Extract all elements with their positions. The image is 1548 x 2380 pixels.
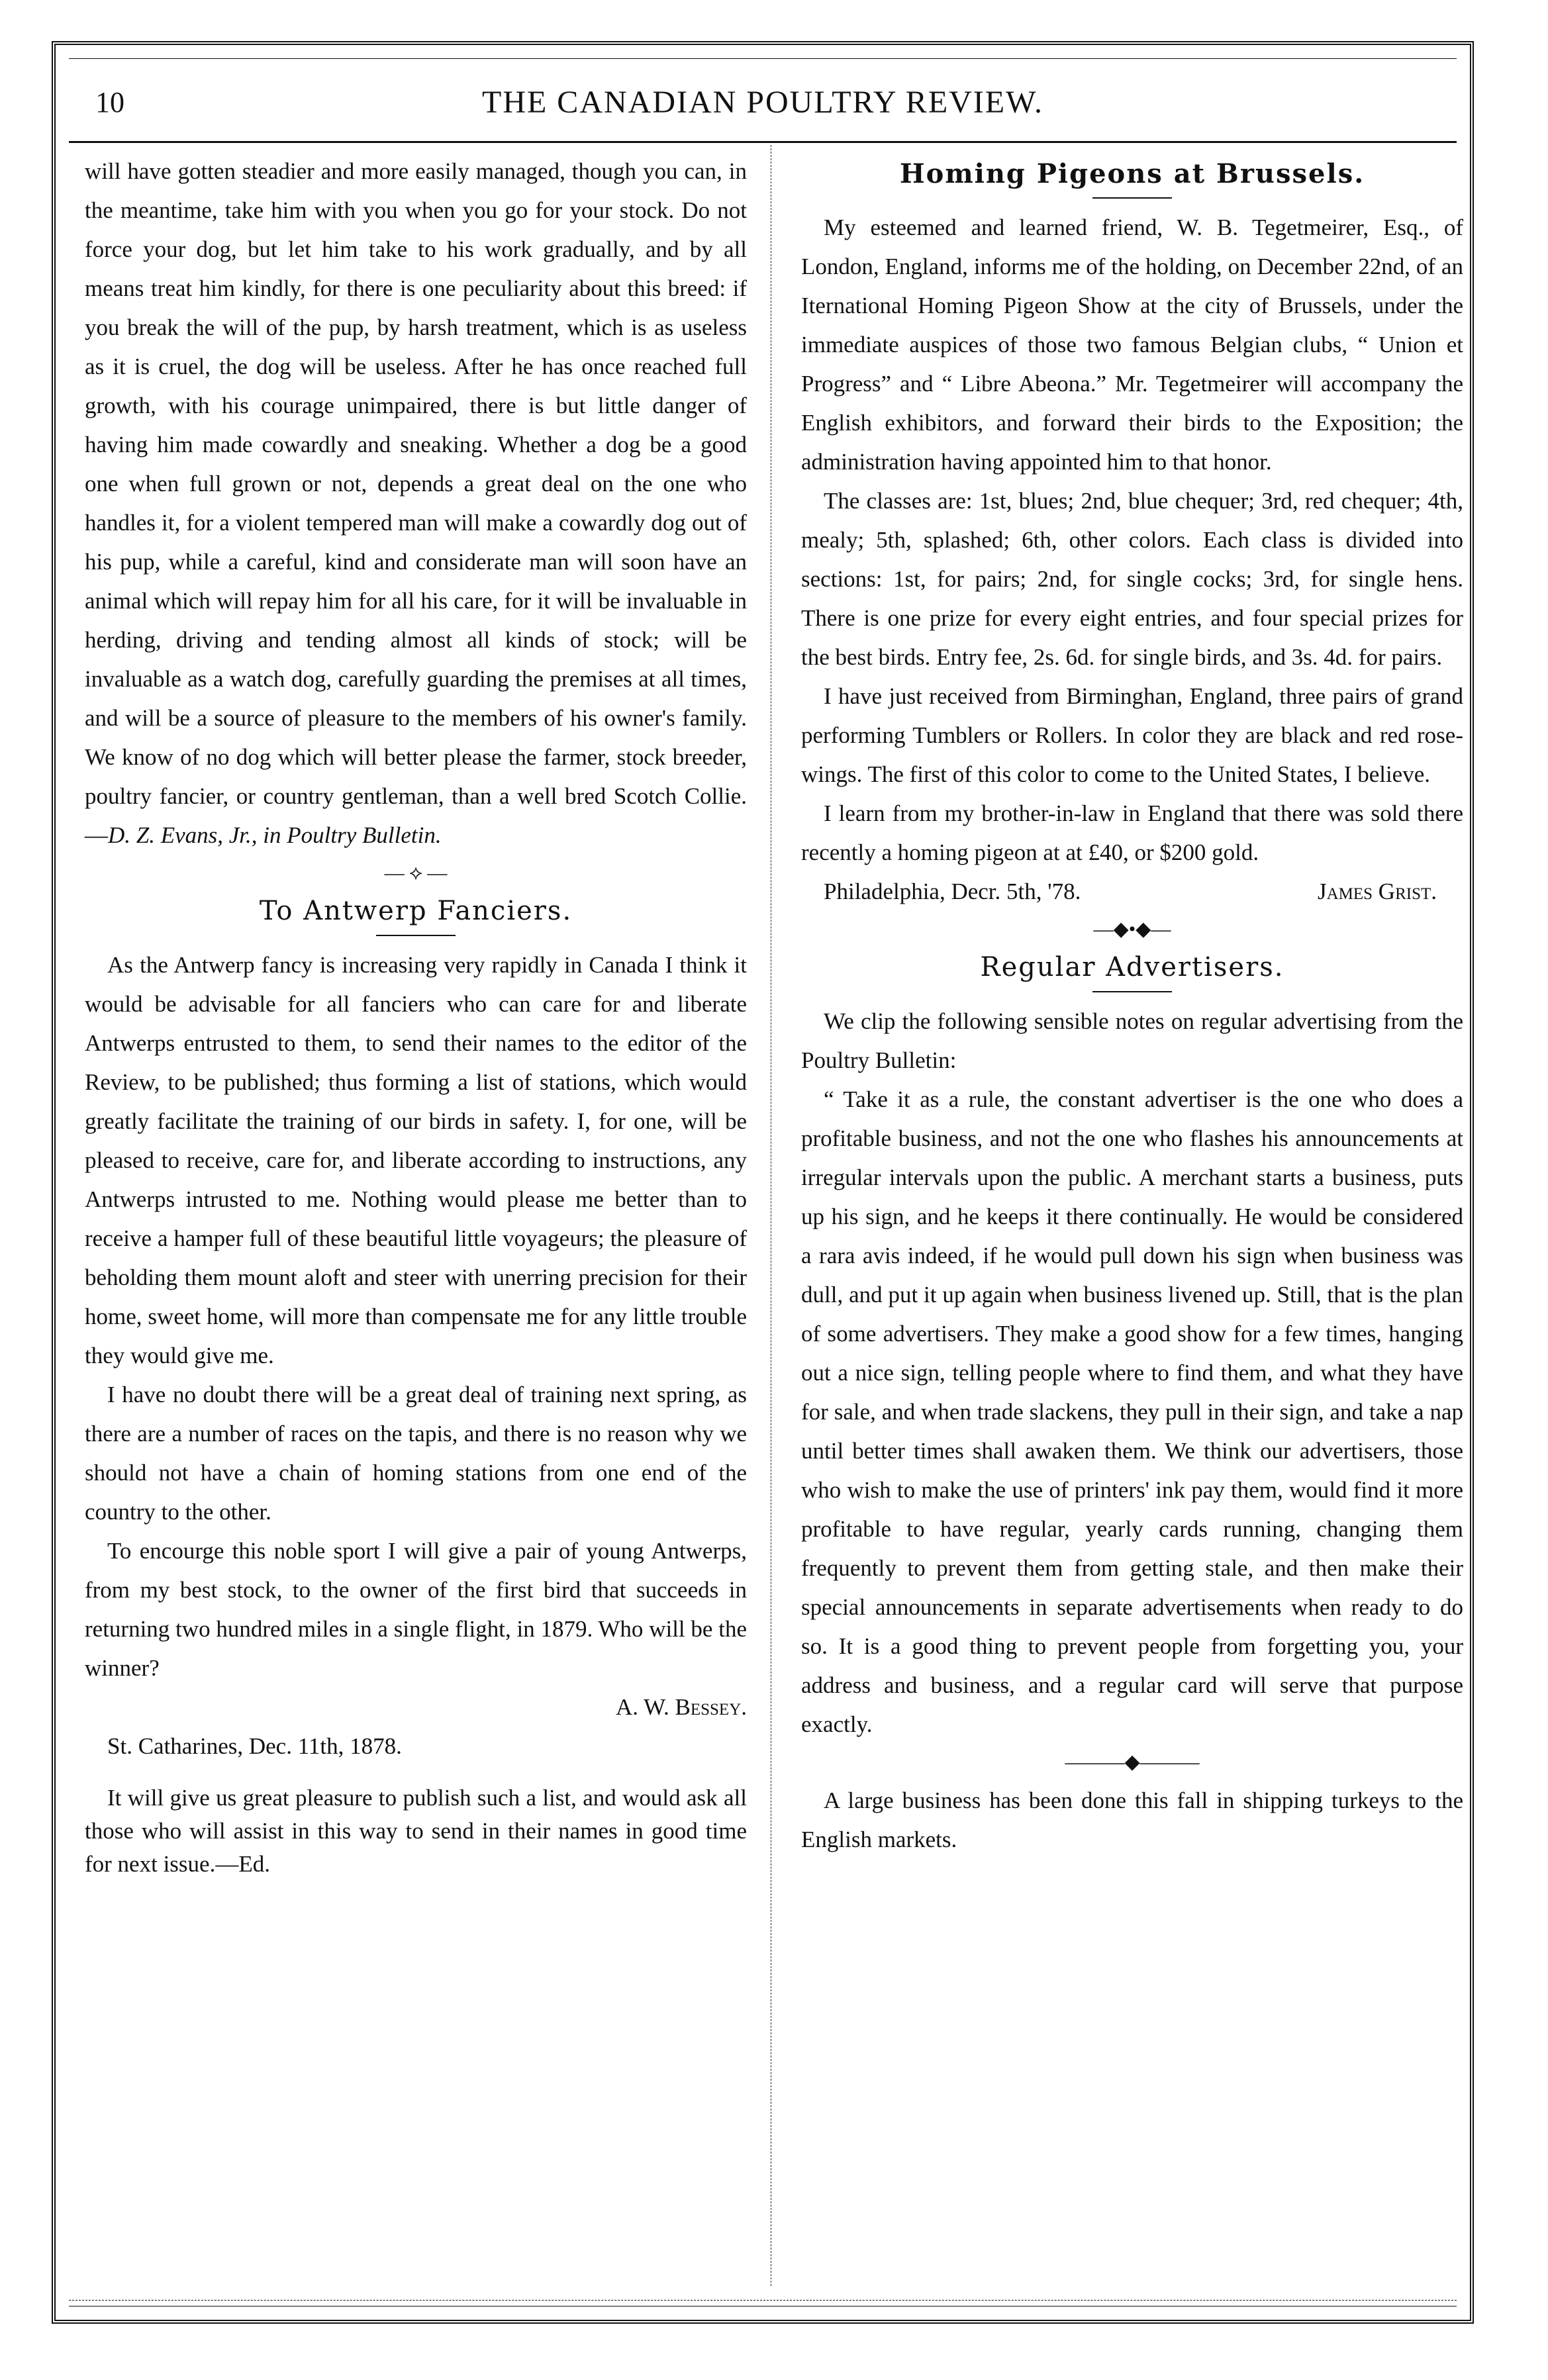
antwerp-paragraph-3: To encourge this noble sport I will give a pair of young Antwerps, from my best stock, to the owner of the first bird that succeeds in returning two hundred miles in a single flight, in 1879. Who will be the winner? [85,1538,747,1681]
section-ornament: ———◆——— [1065,1751,1200,1773]
editor-note: It will give us great pleasure to publish such a list, and would ask all those who will assist in this way to send in their names in good time for next issue.—Ed. [85,1785,747,1877]
advertisers-article-title: Regular Advertisers. [980,952,1284,982]
antwerp-paragraph-2: I have no doubt there will be a great deal of training next spring, as there are a number of races on the tapis, and there is no reason why we should not have a chain of homing stations from one end of the country to the other. [85,1382,747,1525]
page-inner-frame [69,58,1463,2307]
homing-paragraph-1: My esteemed and learned friend, W. B. Tegetmeirer, Esq., of London, England, informs me of the holding, on December 22nd, of an Iternational Homing Pigeon Show at the city of Brussels, under the immediate auspices of those two famous Belgian clubs, “ Union et Progress” and “ Libre Abeona.” Mr. Tegetmeirer will accompany the English exhibitors, and forward their birds to the Exposition; the administration having appointed him to that honor. [801,214,1463,475]
newspaper-page [52,41,1474,2324]
section-ornament: —◆•◆— [1093,918,1171,940]
antwerp-dateline: St. Catharines, Dec. 11th, 1878. [107,1733,402,1759]
homing-paragraph-2: The classes are: 1st, blues; 2nd, blue chequer; 3rd, red chequer; 4th, mealy; 5th, splashed; 6th, other colors. Each class is divided into sections: 1st, for pairs; 2nd, for single cocks; 3rd, for single hens. There is one prize for every eight entries, and four special prizes for the best birds. Entry fee, 2s. 6d. for single birds, and 3s. 4d. for pairs. [801,488,1463,670]
homing-dateline: Philadelphia, Decr. 5th, '78. [824,879,1081,904]
journal-title: THE CANADIAN POULTRY REVIEW. [482,85,1043,120]
homing-paragraph-4: I learn from my brother-in-law in England that there was sold there recently a homing pigeon at at £40, or $200 gold. [801,800,1463,865]
advertisers-quote: “ Take it as a rule, the constant advertiser is the one who does a profitable business, and not the one who flashes his announcements at irregular intervals upon the public. A merchant starts a business, puts up his sign, and he keeps it there continually. He would be considered a rara avis indeed, if he would pull down his sign when business was dull, and put it up again when business livened up. Still, that is the plan of some advertisers. They make a good show for a few times, hanging out a nice sign, telling people where to find them, and what they have for sale, and when trade slackens, they pull in their sign, and take a nap until better times shall awaken them. We think our advertisers, those who wish to make the use of printers' ink pay them, would find it more profitable to have regular, yearly cards running, changing them frequently to prevent them from getting stale, and then make their special announcements in separate advertisements when ready to do so. It is a good thing to prevent people from forgetting you, your address and business, and a regular card will serve that purpose exactly. [801,1086,1463,1737]
page-number: 10 [95,86,124,119]
antwerp-article-title: To Antwerp Fanciers. [259,896,573,926]
homing-article-title: Homing Pigeons at Brussels. [899,158,1365,189]
page-header [69,75,1457,143]
antwerp-signature: A. W. Bessey. [616,1694,747,1720]
left-column [85,152,747,1881]
collie-article-continued [85,152,747,855]
collie-attribution: D. Z. Evans, Jr., in Poultry Bulletin. [108,822,442,848]
advertisers-intro: We clip the following sensible notes on regular advertising from the Poultry Bulletin: [801,1008,1463,1073]
homing-dateline-row [801,872,1463,911]
title-underline [1092,197,1172,199]
shipping-note: A large business has been done this fall in shipping turkeys to the English markets. [801,1787,1463,1852]
title-underline [376,935,456,936]
antwerp-paragraph-1: As the Antwerp fancy is increasing very rapidly in Canada I think it would be advisable for all fanciers who can care for and liberate Antwerps entrusted to them, to send their names to the editor of the Review, to be published; thus forming a list of stations, which would greatly facilitate the training of our birds in safety. I, for one, will be pleased to receive, care for, and liberate according to instructions, any Antwerps intrusted to me. Nothing would please me better than to receive a hamper full of these beautiful little voyageurs; the pleasure of beholding them mount aloft and steer with unerring precision for their home, sweet home, will more than compensate me for any little trouble they would give me. [85,952,747,1368]
collie-text: will have gotten steadier and more easily managed, though you can, in the meantime, take him with you when you go for your stock. Do not force your dog, but let him take to his work gradually, and by all means treat him kindly, for there is one peculiarity about this breed: if you break the will of the pup, by harsh treatment, which is as useless as it is cruel, the dog will be useless. After he has once reached full growth, with his courage unimpaired, there is but little danger of having him made cowardly and sneaking. Whether a dog be a good one when full grown or not, depends a great deal on the one who handles it, for a violent tempered man will make a cowardly dog out of his pup, while a careful, kind and considerate man will soon have an animal which will repay him for all his care, for it will be invaluable in herding, driving and tending almost all kinds of stock; will be invaluable as a watch dog, carefully guarding the premises at all times, and will be a source of pleasure to the members of his owner's family. We know of no dog which will better please the farmer, stock breeder, poultry fancier, or country gentleman, than a well bred Scotch Collie.— [85,158,747,848]
right-column [801,152,1463,1859]
homing-paragraph-3: I have just received from Birminghan, England, three pairs of grand performing Tumblers or Rollers. In color they are black and red rose-wings. The first of this color to come to the United States, I believe. [801,683,1463,787]
section-ornament: — ⟡ — [384,862,448,884]
bottom-rule [69,2300,1457,2301]
homing-signature: James Grist. [1317,879,1437,904]
title-underline [1092,991,1172,992]
